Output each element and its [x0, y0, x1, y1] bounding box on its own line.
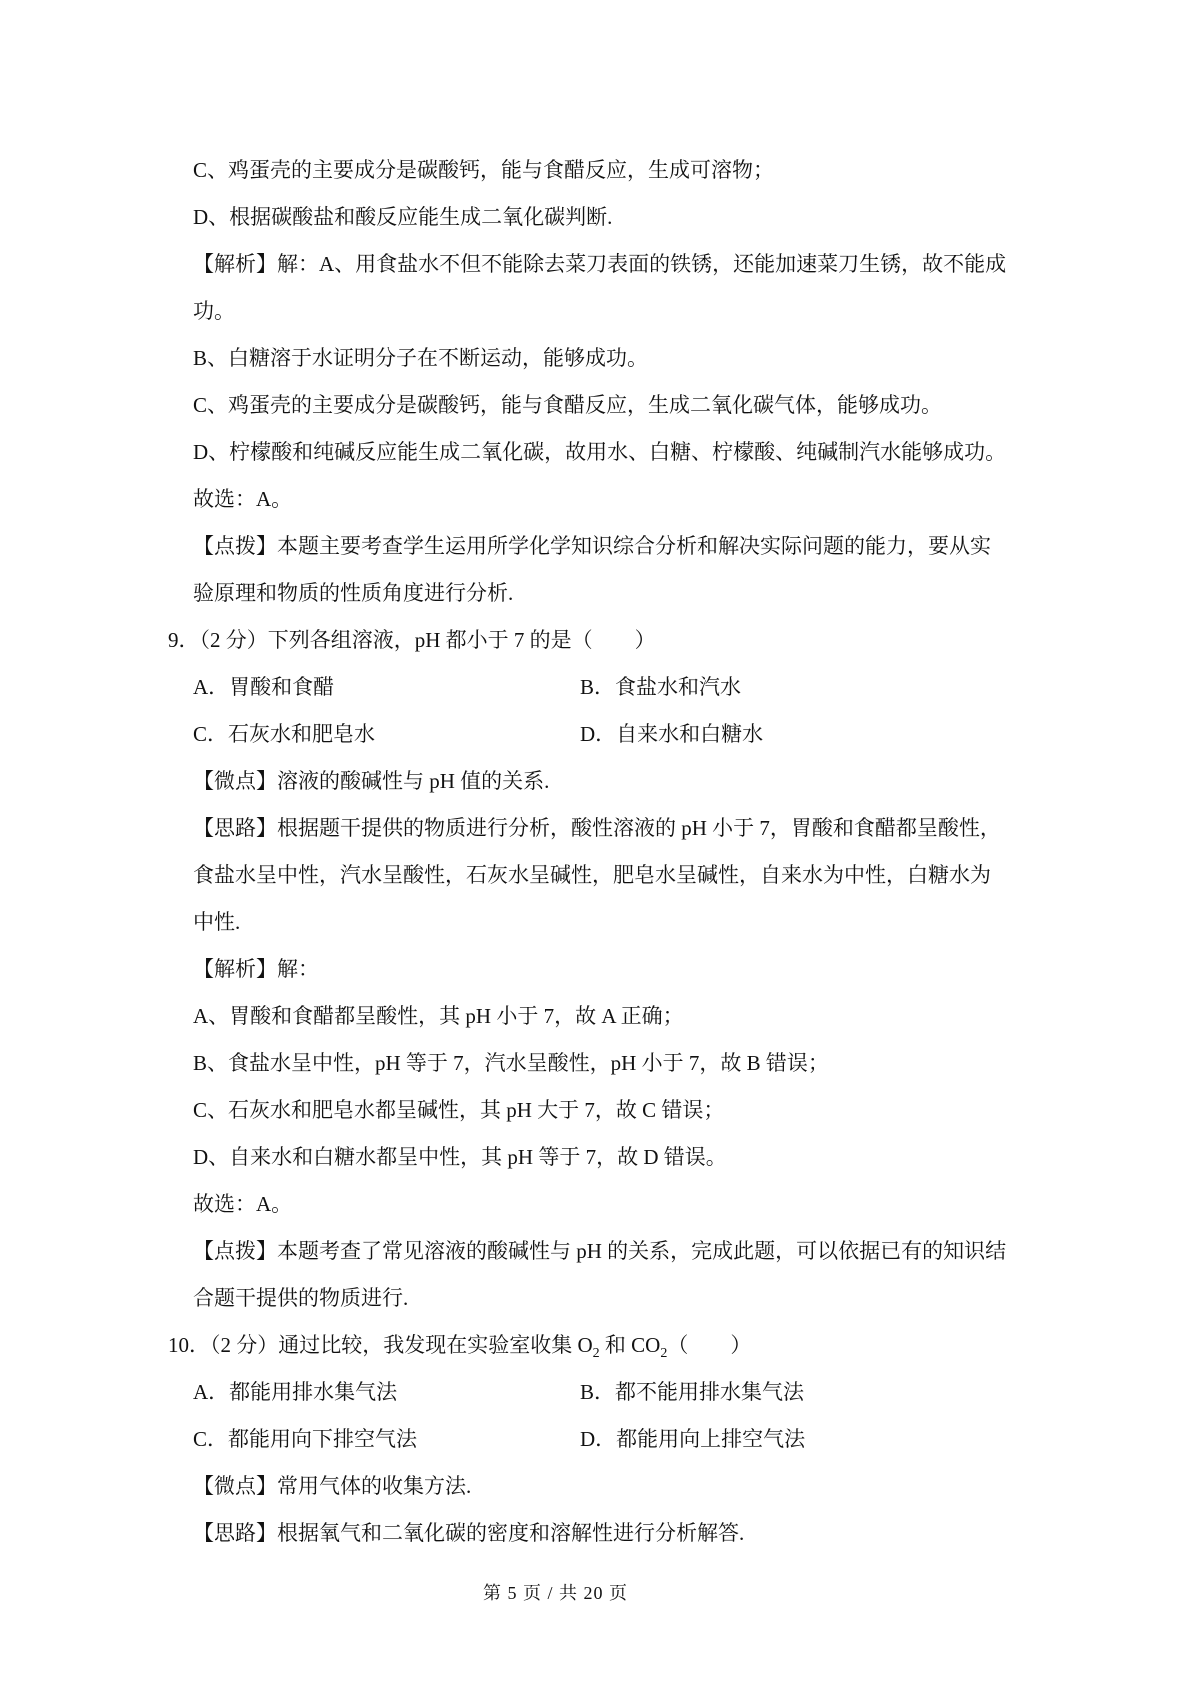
q9-idea-line3: 中性. [193, 910, 241, 934]
q10-point: 【微点】常用气体的收集方法. [193, 1474, 472, 1498]
q9-option-b: B．食盐水和汽水 [580, 675, 742, 699]
q10-idea: 【思路】根据氧气和二氧化碳的密度和溶解性进行分析解答. [193, 1521, 745, 1545]
prev-comment-line2: 验原理和物质的性质角度进行分析. [193, 581, 514, 605]
q9-comment-line2: 合题干提供的物质进行. [193, 1286, 409, 1310]
q10-stem [168, 1322, 751, 1369]
prev-comment-line1: 【点拨】本题主要考查学生运用所学化学知识综合分析和解决实际问题的能力，要从实 [193, 534, 991, 558]
q9-option-d: D．自来水和白糖水 [580, 722, 764, 746]
q10-stem-suffix: （ ） [667, 1333, 752, 1357]
q9-comment-line1: 【点拨】本题考查了常见溶液的酸碱性与 pH 的关系，完成此题，可以依据已有的知识结 [193, 1239, 1007, 1263]
q10-stem-mid: 和 CO [599, 1333, 661, 1357]
prev-analysis-line2: 功。 [193, 299, 235, 323]
q9-idea-line1: 【思路】根据题干提供的物质进行分析，酸性溶液的 pH 小于 7，胃酸和食醋都呈酸性， [193, 816, 1001, 840]
prev-hint-c: C、鸡蛋壳的主要成分是碳酸钙，能与食醋反应，生成可溶物； [193, 158, 775, 182]
q9-analysis-c: C、石灰水和肥皂水都呈碱性，其 pH 大于 7，故 C 错误； [193, 1098, 725, 1122]
q9-option-c: C．石灰水和肥皂水 [193, 722, 376, 746]
q9-stem: 9．（2 分）下列各组溶液，pH 都小于 7 的是（ ） [168, 628, 656, 652]
prev-analysis-b: B、白糖溶于水证明分子在不断运动，能够成功。 [193, 346, 649, 370]
prev-answer: 故选：A。 [193, 487, 293, 511]
q9-analysis-a: A、胃酸和食醋都呈酸性，其 pH 小于 7，故 A 正确； [193, 1004, 684, 1028]
q9-answer: 故选：A。 [193, 1192, 293, 1216]
q9-analysis-head: 【解析】解： [193, 957, 319, 981]
q10-stem-subscript-o2: 2 [592, 1346, 600, 1361]
prev-hint-d: D、根据碳酸盐和酸反应能生成二氧化碳判断. [193, 205, 613, 229]
q10-option-a: A．都能用排水集气法 [193, 1380, 398, 1404]
prev-analysis-c: C、鸡蛋壳的主要成分是碳酸钙，能与食醋反应，生成二氧化碳气体，能够成功。 [193, 393, 943, 417]
prev-analysis-line1: 【解析】解：A、用食盐水不但不能除去菜刀表面的铁锈，还能加速菜刀生锈，故不能成 [193, 252, 1007, 276]
q10-option-d: D．都能用向上排空气法 [580, 1427, 806, 1451]
q10-option-c: C．都能用向下排空气法 [193, 1427, 418, 1451]
q9-idea-line2: 食盐水呈中性，汽水呈酸性，石灰水呈碱性，肥皂水呈碱性，自来水为中性，白糖水为 [193, 863, 991, 887]
page-number: 第 5 页 / 共 20 页 [483, 1583, 629, 1603]
q9-analysis-d: D、自来水和白糖水都呈中性，其 pH 等于 7，故 D 错误。 [193, 1145, 727, 1169]
q10-stem-subscript-co2: 2 [660, 1346, 668, 1361]
q9-option-a: A．胃酸和食醋 [193, 675, 335, 699]
q9-point: 【微点】溶液的酸碱性与 pH 值的关系. [193, 769, 550, 793]
q10-option-b: B．都不能用排水集气法 [580, 1380, 805, 1404]
prev-analysis-d: D、柠檬酸和纯碱反应能生成二氧化碳，故用水、白糖、柠檬酸、纯碱制汽水能够成功。 [193, 440, 1007, 464]
q10-stem-prefix: 10．（2 分）通过比较，我发现在实验室收集 O [168, 1333, 593, 1357]
q9-analysis-b: B、食盐水呈中性，pH 等于 7，汽水呈酸性，pH 小于 7，故 B 错误； [193, 1051, 829, 1075]
